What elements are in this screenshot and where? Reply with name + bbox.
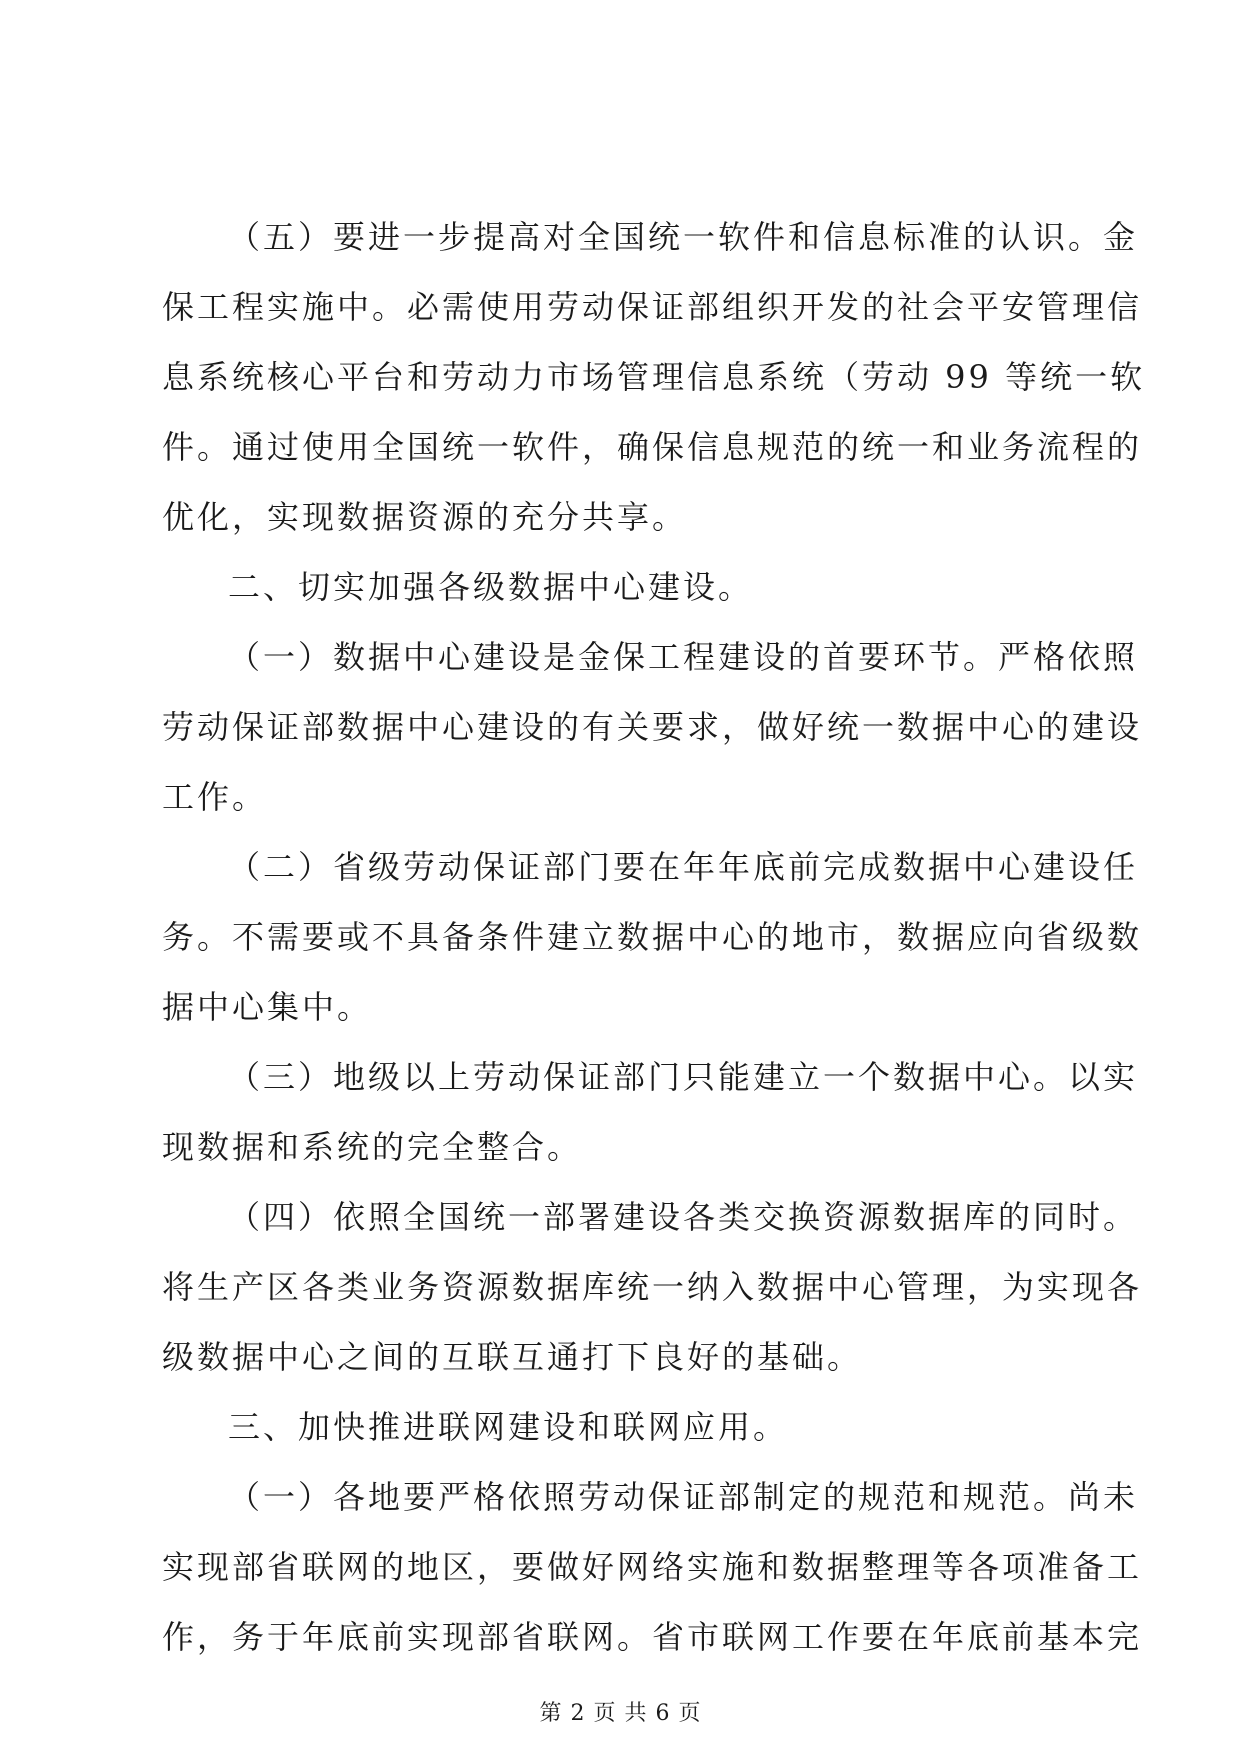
text-line: （二）省级劳动保证部门要在年年底前完成数据中心建设任 bbox=[228, 848, 1139, 886]
text-line: 将生产区各类业务资源数据库统一纳入数据中心管理，为实现各 bbox=[162, 1268, 1143, 1306]
text-line: 现数据和系统的完全整合。 bbox=[162, 1128, 583, 1166]
text-line: 劳动保证部数据中心建设的有关要求，做好统一数据中心的建设 bbox=[162, 708, 1143, 746]
text-line: （一）数据中心建设是金保工程建设的首要环节。严格依照 bbox=[228, 638, 1139, 676]
text-line: 作，务于年底前实现部省联网。省市联网工作要在年底前基本完 bbox=[162, 1618, 1143, 1656]
text-line: 务。不需要或不具备条件建立数据中心的地市，数据应向省级数 bbox=[162, 918, 1143, 956]
text-line: （三）地级以上劳动保证部门只能建立一个数据中心。以实 bbox=[228, 1058, 1139, 1096]
text-line: （五）要进一步提高对全国统一软件和信息标准的认识。金 bbox=[228, 218, 1139, 256]
text-line: （一）各地要严格依照劳动保证部制定的规范和规范。尚未 bbox=[228, 1478, 1139, 1516]
section-heading: 二、切实加强各级数据中心建设。 bbox=[228, 568, 754, 606]
text-line: （四）依照全国统一部署建设各类交换资源数据库的同时。 bbox=[228, 1198, 1139, 1236]
text-line: 优化，实现数据资源的充分共享。 bbox=[162, 498, 688, 536]
text-line: 息系统核心平台和劳动力市场管理信息系统（劳动 99 等统一软 bbox=[162, 358, 1146, 396]
text-line: 件。通过使用全国统一软件，确保信息规范的统一和业务流程的 bbox=[162, 428, 1143, 466]
text-line: 实现部省联网的地区，要做好网络实施和数据整理等各项准备工 bbox=[162, 1548, 1143, 1586]
text-line: 级数据中心之间的互联互通打下良好的基础。 bbox=[162, 1338, 863, 1376]
text-line: 据中心集中。 bbox=[162, 988, 373, 1026]
text-line: 工作。 bbox=[162, 778, 268, 816]
page-number-footer: 第 2 页 共 6 页 bbox=[539, 1701, 702, 1726]
section-heading: 三、加快推进联网建设和联网应用。 bbox=[228, 1408, 789, 1446]
text-line: 保工程实施中。必需使用劳动保证部组织开发的社会平安管理信 bbox=[162, 288, 1143, 326]
